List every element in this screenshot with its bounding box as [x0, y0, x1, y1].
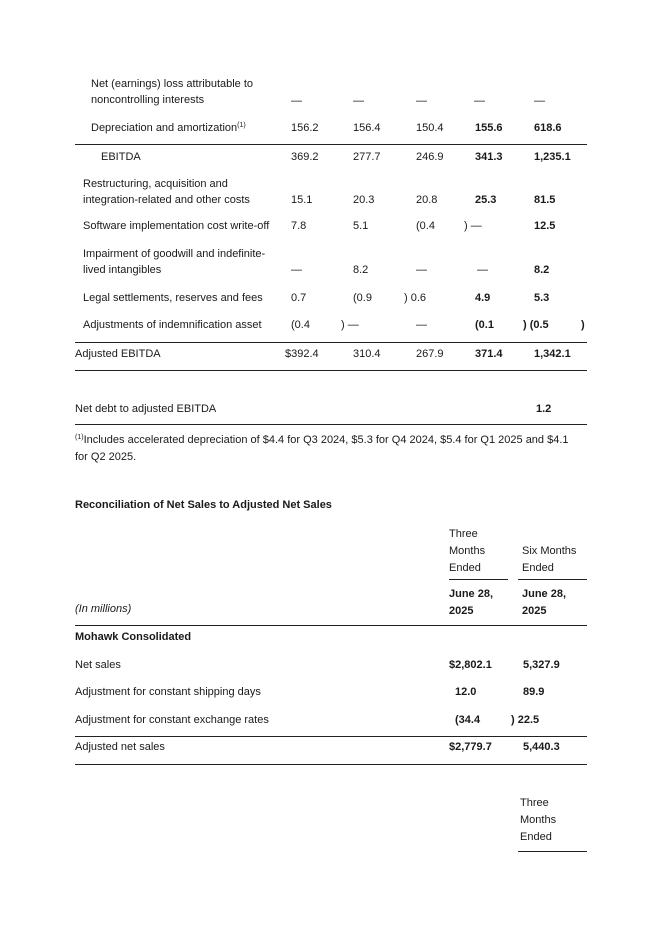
cell-value: 156.4	[353, 122, 381, 134]
cell-value: —	[291, 95, 302, 107]
group-label: Mohawk Consolidated	[75, 631, 192, 643]
cell-value: 12.5	[534, 220, 556, 232]
cell-value: $2,802.1	[449, 659, 492, 671]
cell-value: —	[416, 264, 427, 276]
cell-value: 8.2	[353, 264, 369, 276]
divider	[449, 579, 508, 580]
cell-value: 5.1	[353, 220, 369, 232]
cell-value: 369.2	[291, 151, 319, 163]
cell-value: (34.4	[455, 714, 481, 726]
col-date-six-months	[522, 586, 566, 620]
cell-value: )	[581, 319, 585, 331]
divider	[75, 144, 587, 145]
cell-value: $392.4	[285, 348, 319, 360]
row-label-line: Impairment of goodwill and indefinite-	[83, 248, 266, 260]
divider	[518, 851, 587, 852]
cell-value: 4.9	[475, 292, 491, 304]
cell-value: —	[534, 95, 545, 107]
header-line: Ended	[522, 562, 554, 574]
cell-value: ) 22.5	[511, 714, 540, 726]
cell-value: $2,779.7	[449, 741, 492, 753]
footnote-text: Includes accelerated depreciation of $4.4 for Q3 2024, $5.3 for Q4 2024, $5.4 for Q1 2025 and $4.1	[83, 434, 569, 446]
section-title: Reconciliation of Net Sales to Adjusted Net Sales	[75, 499, 332, 511]
cell-value: 5,327.9	[523, 659, 560, 671]
date-line: 2025	[449, 605, 474, 617]
row-label-shipping-days: Adjustment for constant shipping days	[75, 686, 261, 698]
cell-value: 12.0	[455, 686, 477, 698]
cell-value: 155.6	[475, 122, 503, 134]
cell-value: (0.1	[475, 319, 494, 331]
cell-value: —	[416, 319, 427, 331]
row-label-line: Restructuring, acquisition and	[83, 178, 228, 190]
footnote-text: for Q2 2025.	[75, 451, 137, 463]
divider	[75, 625, 587, 626]
divider	[75, 342, 587, 343]
cell-value: 310.4	[353, 348, 381, 360]
row-label-exchange-rates: Adjustment for constant exchange rates	[75, 714, 269, 726]
divider	[75, 370, 587, 371]
footnote-marker: (1)	[75, 434, 84, 441]
header-line: Months	[520, 814, 557, 826]
row-label-adjusted-ebitda: Adjusted EBITDA	[75, 348, 161, 360]
cell-value: 5.3	[534, 292, 550, 304]
cell-value: (0.4	[291, 319, 310, 331]
col-header-three-months	[449, 526, 485, 577]
cell-value: ) (0.5	[523, 319, 549, 331]
row-label-indemnification: Adjustments of indemnification asset	[83, 319, 262, 331]
row-label-net-sales: Net sales	[75, 659, 121, 671]
cell-value: 156.2	[291, 122, 319, 134]
row-label-line: Net (earnings) loss attributable to	[91, 78, 254, 90]
cell-value: 7.8	[291, 220, 307, 232]
cell-value: 5,440.3	[523, 741, 560, 753]
cell-value: (0.4	[416, 220, 435, 232]
row-label-restructuring	[83, 176, 250, 208]
row-label-impairment	[83, 246, 265, 278]
cell-value: —	[416, 95, 427, 107]
header-line: Three	[449, 528, 478, 540]
units-label: (In millions)	[75, 603, 132, 615]
row-label-noncontrolling	[91, 76, 253, 108]
row-label-line: noncontrolling interests	[91, 94, 205, 106]
cell-value: 20.3	[353, 194, 375, 206]
col-date-three-months	[449, 586, 493, 620]
cell-value: 1,235.1	[534, 151, 571, 163]
cell-value: 15.1	[291, 194, 313, 206]
footnote-marker: (1)	[237, 122, 246, 129]
cell-value: ) —	[464, 220, 482, 232]
row-label-text: Depreciation and amortization	[91, 122, 238, 134]
divider	[75, 424, 587, 425]
cell-value: ) —	[341, 319, 359, 331]
cell-value: —	[353, 95, 364, 107]
row-label-line: lived intangibles	[83, 264, 162, 276]
net-debt-value: 1.2	[536, 403, 552, 415]
col-header-six-months	[522, 543, 576, 577]
row-label-software: Software implementation cost write-off	[83, 220, 270, 232]
cell-value: 267.9	[416, 348, 444, 360]
footnote	[75, 429, 569, 466]
cell-value: 246.9	[416, 151, 444, 163]
cell-value: 81.5	[534, 194, 556, 206]
cell-value: 20.8	[416, 194, 438, 206]
header-line: Ended	[520, 831, 552, 843]
header-line: Three	[520, 797, 549, 809]
cell-value: 371.4	[475, 348, 503, 360]
date-line: June 28,	[449, 588, 494, 600]
cell-value: 89.9	[523, 686, 545, 698]
row-label-depreciation	[91, 122, 246, 134]
divider	[75, 736, 587, 737]
date-line: June 28,	[522, 588, 567, 600]
date-line: 2025	[522, 605, 547, 617]
row-label-adjusted-net-sales: Adjusted net sales	[75, 741, 165, 753]
cell-value: 8.2	[534, 264, 550, 276]
cell-value: ) 0.6	[404, 292, 427, 304]
cell-value: —	[474, 95, 485, 107]
cell-value: 1,342.1	[534, 348, 571, 360]
cell-value: 0.7	[291, 292, 307, 304]
cell-value: (0.9	[353, 292, 372, 304]
next-col-header	[520, 795, 556, 846]
divider	[75, 764, 587, 765]
header-line: Ended	[449, 562, 481, 574]
cell-value: 618.6	[534, 122, 562, 134]
divider	[518, 579, 587, 580]
row-label-legal: Legal settlements, reserves and fees	[83, 292, 263, 304]
header-line: Six Months	[522, 545, 577, 557]
cell-value: —	[291, 264, 302, 276]
header-line: Months	[449, 545, 486, 557]
cell-value: 341.3	[475, 151, 503, 163]
cell-value: 277.7	[353, 151, 381, 163]
cell-value: 150.4	[416, 122, 444, 134]
row-label-ebitda: EBITDA	[101, 151, 141, 163]
cell-value: 25.3	[475, 194, 497, 206]
cell-value: —	[477, 264, 488, 276]
net-debt-label: Net debt to adjusted EBITDA	[75, 403, 217, 415]
row-label-line: integration-related and other costs	[83, 194, 250, 206]
